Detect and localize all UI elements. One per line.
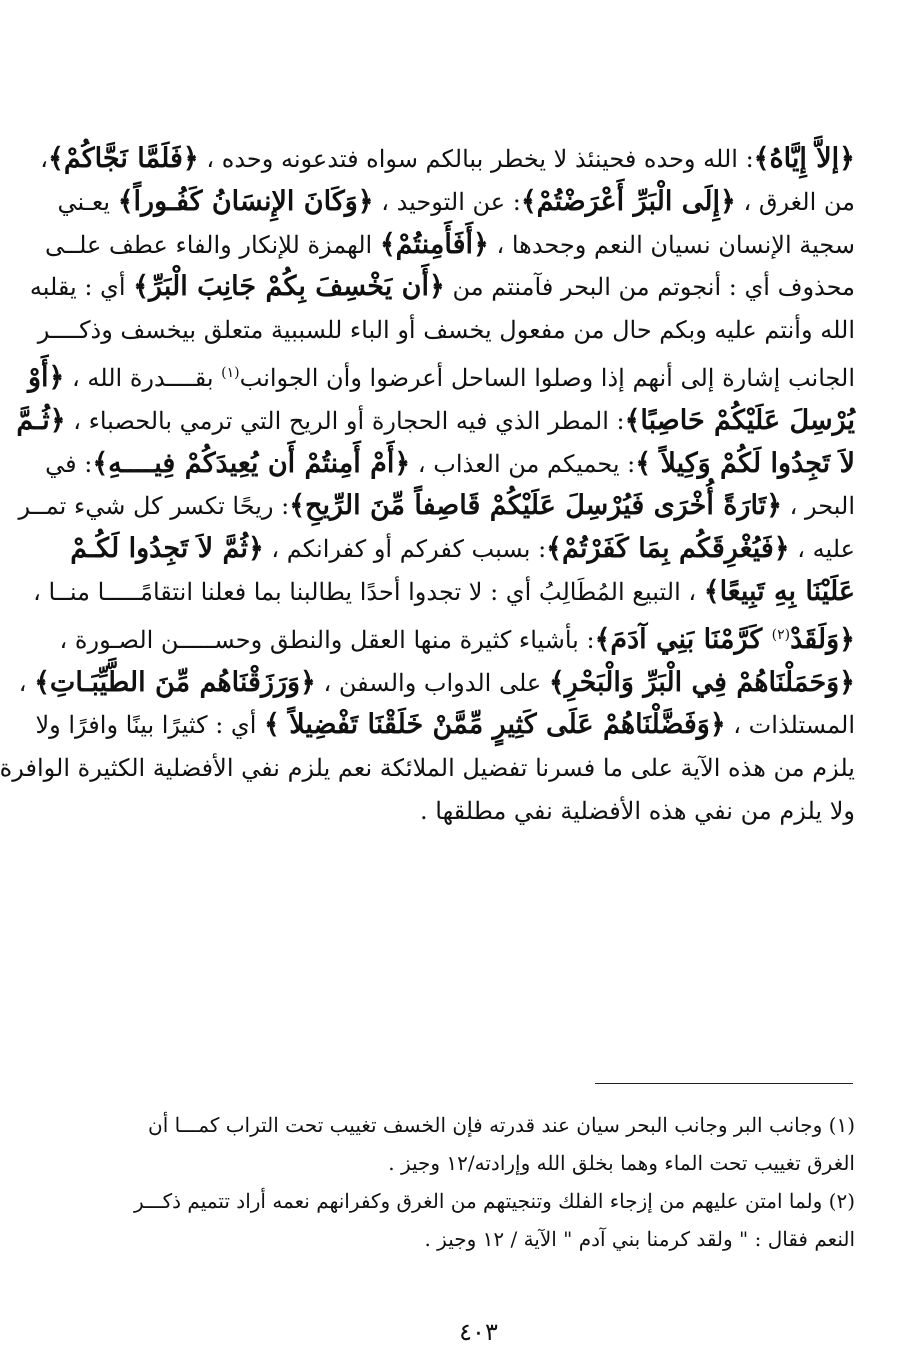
text-line	[45, 443, 855, 486]
quran-verse: ﴿ثُـمَّ	[16, 404, 66, 436]
commentary-text: ، التبيع المُطَالِبُ أي : لا تجدوا أحدًا يطالبنا بما فعلنا انتقامًـــــا منــا ،	[33, 577, 704, 606]
footnotes	[103, 1106, 855, 1258]
commentary-text: الله وأنتم عليه وبكم حال من مفعول يخسف أو الباء للسببية متعلق بيخسف وذكــــر	[37, 316, 855, 345]
page-number: ٤٠٣	[459, 1318, 498, 1346]
text-line	[0, 747, 855, 790]
commentary-text: الهمزة للإنكار والفاء عطف علــى	[45, 230, 380, 259]
quran-verse: ﴿إلاَّ إِيَّاهُ﴾	[753, 143, 855, 174]
commentary-text: : بأشياء كثيرة منها العقل والنطق وحســـــن الصـورة ،	[59, 625, 595, 654]
text-line	[59, 614, 855, 662]
quran-verse: ﴿أَمْ أَمِنتُمْ أَن يُعِيدَكُمْ فِيــــهِ﴾	[92, 447, 411, 479]
commentary-text: على الدواب والسفن ،	[315, 668, 549, 697]
text-line	[16, 400, 855, 443]
footnote-line: الغرق تغييب تحت الماء وهما بخلق الله وإرادته/١٢ وجيز .	[388, 1151, 855, 1175]
commentary-text: : ريحًا تكسر كل شيء تمــر	[18, 492, 290, 521]
commentary-text: : في	[45, 449, 93, 478]
quran-verse: ﴿أَن يَخْسِفَ بِكُمْ جَانِبَ الْبَرِّ﴾	[133, 271, 445, 303]
commentary-text: من الغرق ،	[735, 187, 855, 216]
commentary-text: بقــــدرة الله ،	[64, 363, 222, 392]
text-line	[35, 704, 855, 747]
footnote-line: النعم فقال : " ولقد كرمنا بني آدم " الآية / ١٢ وجيز .	[424, 1227, 855, 1251]
quran-verse: ﴿فَلَمَّا نَجَّاكُمْ﴾	[48, 143, 199, 174]
commentary-text: ولا يلزم من نفي هذه الأفضلية نفي مطلقها .	[420, 796, 855, 825]
commentary-text: أي : كثيرًا بينًا وافرًا ولا	[35, 711, 265, 740]
commentary-text: : المطر الذي فيه الحجارة أو الريح التي ترمي بالحصباء ،	[65, 406, 625, 435]
footnote-separator	[595, 1083, 853, 1084]
quran-verse: ﴿أَفَأَمِنتُمْ﴾	[379, 228, 489, 260]
commentary-text: : عن التوحيد ،	[373, 187, 521, 216]
main-text-block	[0, 138, 855, 833]
text-line	[40, 138, 855, 181]
quran-verse: ﴿وَفَضَّلْنَاهُمْ عَلَى كَثِيرٍ مِّمَّنْ خَلَقْنَا تَفْضِيلاً ﴾	[264, 709, 726, 741]
commentary-text: أي : يقلبه	[29, 273, 134, 302]
commentary-text: ،	[18, 668, 35, 697]
footnote-line: (٢) ولما امتن عليهم من إزجاء الفلك وتنجيتهم من الغرق وكفرانهم نعمه أراد تتميم ذكـــر	[134, 1189, 855, 1213]
commentary-text: محذوف أي : أنجوتم من البحر فآمنتم من	[444, 273, 855, 302]
quran-verse: ﴿أَوْ	[28, 361, 65, 393]
commentary-text: يلزم من هذه الآية على ما فسرنا تفضيل الملائكة نعم يلزم نفي الأفضلية الكثيرة الوافرة	[0, 754, 855, 783]
text-line	[29, 266, 855, 309]
text-line	[28, 352, 855, 400]
quran-verse: كَرَّمْنَا بَنِي آدَمَ﴾	[594, 623, 772, 655]
commentary-text: المستلذات ،	[725, 711, 855, 740]
text-line	[70, 528, 855, 571]
text-line	[45, 224, 855, 267]
quran-verse: ﴿فَيُغْرِقَكُم بِمَا كَفَرْتُمْ﴾	[546, 533, 790, 565]
quran-verse: ﴿ثُمَّ لاَ تَجِدُوا لَكُـمْ	[70, 533, 264, 565]
commentary-text: عليه ،	[789, 535, 855, 564]
text-line	[33, 571, 855, 614]
commentary-text: ،	[40, 145, 49, 173]
footnote-reference: (١)	[221, 364, 240, 381]
quran-verse: ﴿وَحَمَلْنَاهُمْ فِي الْبَرِّ وَالْبَحْرِ﴾	[548, 666, 855, 698]
footnote-line: (١) وجانب البر وجانب البحر سيان عند قدرته فإن الخسف تغييب تحت التراب كمـــا أن	[148, 1113, 855, 1137]
text-line	[37, 309, 855, 352]
text-line	[107, 790, 855, 833]
commentary-text: الجانب إشارة إلى أنهم إذا وصلوا الساحل أعرضوا وأن الجوانب	[239, 363, 855, 392]
quran-verse: ﴿تَارَةً أُخْرَى فَيُرْسِلَ عَلَيْكُمْ قَاصِفاً مِّنَ الرِّيحِ﴾	[289, 490, 783, 522]
quran-verse: لاَ تَجِدُوا لَكُمْ وَكِيلاً ﴾	[635, 447, 855, 479]
footnote-reference: (٢)	[771, 626, 791, 643]
quran-verse: ﴿إِلَى الْبَرِّ أَعْرَضْتُمْ﴾	[520, 185, 736, 217]
commentary-text: يعـني	[57, 187, 118, 216]
commentary-text: البحر ،	[782, 492, 855, 521]
commentary-text: سجية الإنسان نسيان النعم وجحدها ،	[488, 230, 855, 259]
text-line	[18, 485, 855, 528]
commentary-text: : بسبب كفركم أو كفرانكم ،	[263, 535, 547, 564]
quran-verse: ﴿وَرَزَقْنَاهُم مِّنَ الطَّيِّبَـاتِ﴾	[34, 666, 316, 698]
text-line	[57, 181, 855, 224]
text-line	[18, 662, 855, 705]
quran-verse: ﴿وَكَانَ الإِنسَانُ كَفُـوراً﴾	[117, 185, 374, 217]
quran-verse: ﴿وَلَقَدْ	[790, 623, 855, 655]
quran-verse: عَلَيْنَا بِهِ تَبِيعًا﴾	[703, 575, 855, 607]
quran-verse: يُرْسِلَ عَلَيْكُمْ حَاصِبًا﴾	[624, 404, 855, 436]
commentary-text: : الله وحده فحينئذ لا يخطر ببالكم سواه فتدعونه وحده ،	[198, 145, 754, 173]
commentary-text: : يحميكم من العذاب ،	[410, 449, 636, 478]
